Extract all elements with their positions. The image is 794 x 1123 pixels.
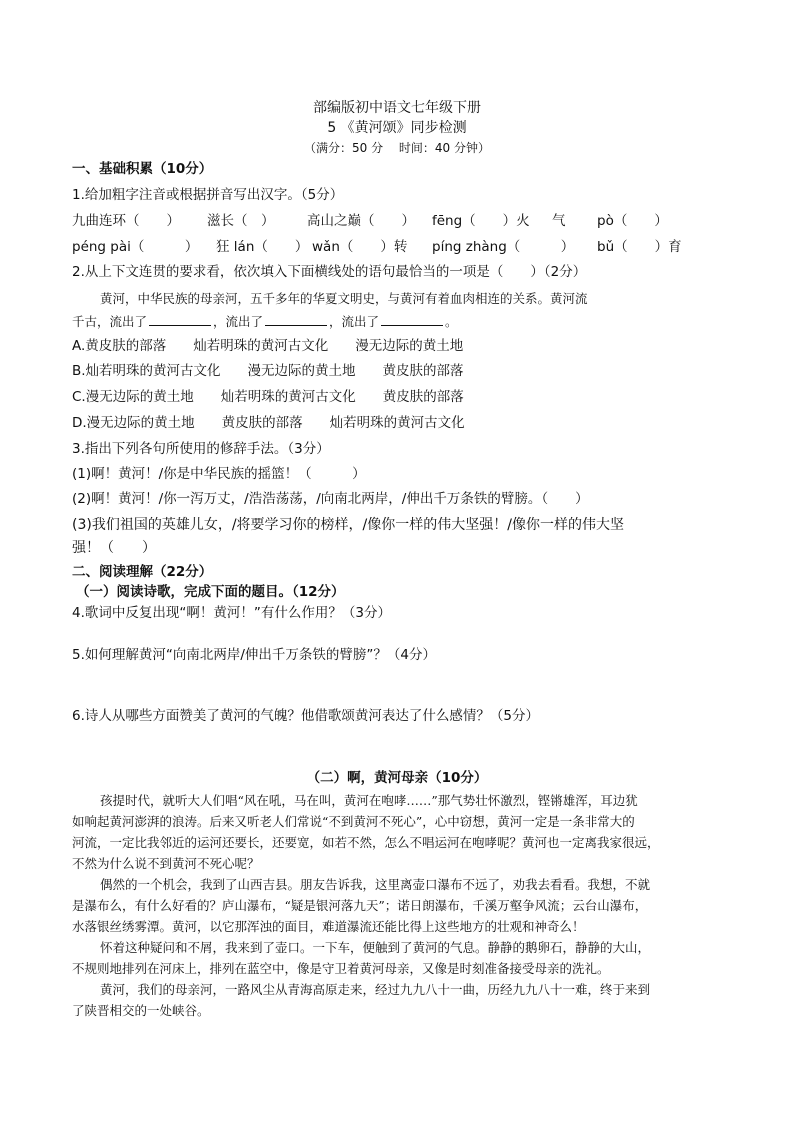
q3-item-3-cont: 强！（ ） xyxy=(72,540,156,556)
q1-item: píng zhàng（ ） xyxy=(432,239,575,255)
question-3: 3.指出下列各句所使用的修辞手法。（3分） xyxy=(72,441,330,457)
passage-line: 了陕晋相交的一处峡谷。 xyxy=(72,1003,210,1018)
fill-blank xyxy=(265,313,327,326)
q1-item: péng pài（ ） xyxy=(72,239,199,255)
passage-line: 怀着这种疑问和不屑，我来到了壶口。一下车，便触到了黄河的气息。静静的鹅卵石，静静的大山， xyxy=(100,940,651,955)
option-c: C.漫无边际的黄土地 灿若明珠的黄河古文化 黄皮肤的部落 xyxy=(72,389,464,405)
question-2: 2.从上下文连贯的要求看，依次填入下面横线处的语句最恰当的一项是（ ）（2分） xyxy=(72,264,587,280)
q1-item: 滋长（ ） xyxy=(207,213,275,229)
section-heading: 一、基础积累（10分） xyxy=(72,161,213,177)
passage-title: （二）啊，黄河母亲（10分） xyxy=(306,770,488,786)
passage-line: 是瀑布么，有什么好看的？庐山瀑布，“疑是银河落九天”；诺日朗瀑布，千溪万壑争风流；云台山瀑布， xyxy=(72,898,648,913)
section-heading: 二、阅读理解（22分） xyxy=(72,564,213,580)
fill-blank xyxy=(381,313,443,326)
q1-item: 九曲连环（ ） xyxy=(72,213,180,229)
passage-line: 水落银丝绣雾潭。黄河，以它那浑浊的面目，难道瀑流还能比得上这些地方的壮观和神奇么！ xyxy=(72,919,585,934)
option-a: A.黄皮肤的部落 灿若明珠的黄河古文化 漫无边际的黄土地 xyxy=(72,338,464,354)
exam-meta: （满分：50 分 时间：40 分钟） xyxy=(304,141,490,155)
q1-item: pò（ ） xyxy=(597,213,668,229)
q2-passage-line: 黄河，中华民族的母亲河，五千多年的华夏文明史，与黄河有着血肉相连的关系。黄河流 xyxy=(100,291,588,306)
passage-line: 黄河，我们的母亲河，一路风尘从青海高原走来，经过九九八十一曲，历经九九八十一难，终于来到 xyxy=(100,982,651,997)
option-d: D.漫无边际的黄土地 黄皮肤的部落 灿若明珠的黄河古文化 xyxy=(72,415,465,431)
q1-item: 气 xyxy=(552,213,566,229)
q3-item-1: (1)啊！黄河！/你是中华民族的摇篮！（ ） xyxy=(72,466,366,482)
q3-item-2: (2)啊！黄河！/你一泻万丈，/浩浩荡荡，/向南北两岸，/伸出千万条铁的臂膀。（ ） xyxy=(72,491,589,507)
question-1: 1.给加粗字注音或根据拼音写出汉字。（5分） xyxy=(72,187,344,203)
subsection-heading: （一）阅读诗歌，完成下面的题目。（12分） xyxy=(76,584,345,600)
passage-line: 河流，一定比我邻近的运河还要长，还要宽，如若不然，怎么不唱运河在咆哮呢？黄河也一定离我家很远， xyxy=(72,835,660,850)
passage-line: 如响起黄河澎湃的浪涛。后来又听老人们常说“不到黄河不死心”，心中窃想，黄河一定是一条非常大的 xyxy=(72,814,635,829)
q1-item: 高山之巅（ ） xyxy=(307,213,415,229)
question-5: 5.如何理解黄河“向南北两岸/伸出千万条铁的臂膀”？（4分） xyxy=(72,647,437,663)
q1-item: wǎn（ ）转 xyxy=(312,239,408,255)
passage-line: 偶然的一个机会，我到了山西吉县。朋友告诉我，这里离壶口瀑布不远了，劝我去看看。我想，不就 xyxy=(100,877,651,892)
passage-line: 孩提时代，就听大人们唱“风在吼，马在叫，黄河在咆哮……”那气势壮怀激烈，铿锵雄浑，耳边犹 xyxy=(100,793,638,808)
option-b: B.灿若明珠的黄河古文化 漫无边际的黄土地 黄皮肤的部落 xyxy=(72,363,464,379)
page-subtitle: 5 《黄河颂》同步检测 xyxy=(327,120,467,136)
passage-line: 不规则地排列在河床上，排列在蓝空中，像是守卫着黄河母亲，又像是时刻准备接受母亲的洗礼。 xyxy=(72,961,610,976)
question-4: 4.歌词中反复出现“啊！黄河！”有什么作用？（3分） xyxy=(72,605,391,621)
question-6: 6.诗人从哪些方面赞美了黄河的气魄？他借歌颂黄河表达了什么感情？（5分） xyxy=(72,708,539,724)
q1-item: fēng（ ）火 xyxy=(432,213,530,229)
page-title: 部编版初中语文七年级下册 xyxy=(313,100,481,116)
fill-blank xyxy=(149,313,211,326)
q2-passage-line: 千古，流出了 ，流出了 ，流出了 。 xyxy=(72,314,458,329)
q3-item-3: (3)我们祖国的英雄儿女，/将要学习你的榜样，/像你一样的伟大坚强！/像你一样的伟大坚 xyxy=(72,517,624,533)
passage-line: 不然为什么说不到黄河不死心呢？ xyxy=(72,856,260,871)
q1-item: bǔ（ ）育 xyxy=(597,239,682,255)
q1-item: 狂 lán（ ） xyxy=(216,239,309,255)
